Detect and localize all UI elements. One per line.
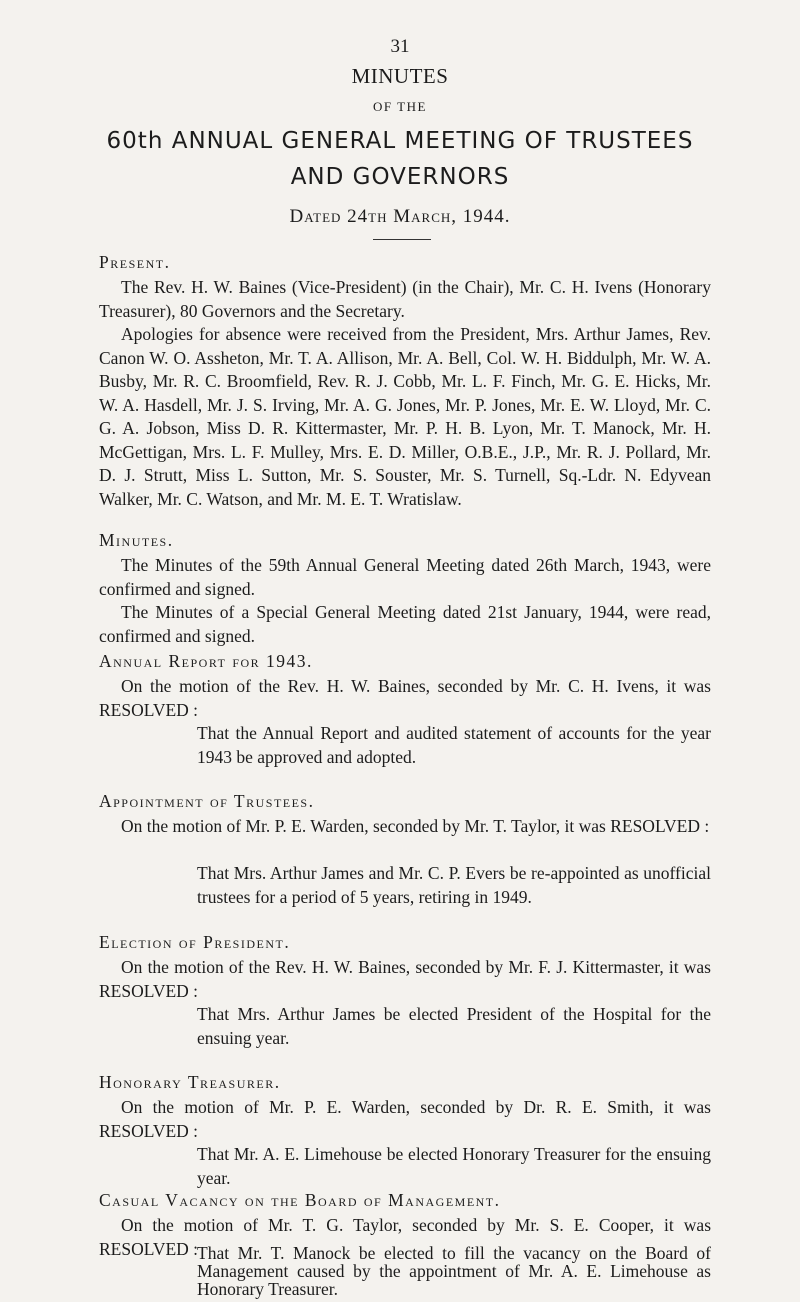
president-resolution: That Mrs. Arthur James be elected President of the Hospital for the ensuing year.: [197, 1004, 711, 1048]
president-motion: [99, 956, 711, 1003]
treasurer-motion: [99, 1096, 711, 1143]
minutes-section: [99, 554, 711, 648]
present-section: [99, 276, 711, 511]
meeting-title-line1: 60th ANNUAL GENERAL MEETING OF TRUSTEES: [106, 128, 694, 154]
vacancy-motion-text: On the motion of Mr. T. G. Taylor, seconded by Mr. S. E. Cooper, it was RESOLVED :: [99, 1215, 711, 1259]
trustees-resolution: That Mrs. Arthur James and Mr. C. P. Evers be re-appointed as unofficial trustees for a period of 5 years, retiring in 1949.: [197, 863, 711, 907]
divider-rule: [373, 239, 431, 240]
trustees-motion-text: On the motion of Mr. P. E. Warden, seconded by Mr. T. Taylor, it was RESOLVED :: [121, 816, 710, 836]
minutes-paragraph-2: The Minutes of a Special General Meeting dated 21st January, 1944, were read, confirmed and signed.: [99, 602, 711, 646]
apologies-paragraph: Apologies for absence were received from the President, Mrs. Arthur James, Rev. Canon W. O. Assheton, Mr. T. A. Allison, Mr. A. Bell, Col. W. H. Biddulph, Mr. W. A. Busby, Mr. R. C. Broomfield, Rev. R. J. Cobb, Mr. L. F. Finch, Mr. G. E. Hicks, Mr. W. A. Hasdell, Mr. J. S. Irving, Mr. A. G. Jones, Mr. P. Jones, Mr. E. W. Lloyd, Mr. C. G. A. Jobson, Miss D. R. Kittermaster, Mr. P. H. B. Lyon, Mr. T. Manock, Mr. H. McGettigan, Mrs. L. F. Mulley, Mrs. E. D. Miller, O.B.E., J.P., Mr. R. J. Pollard, Mr. D. J. Strutt, Miss L. Sutton, Mr. S. Souster, Mr. S. Turnell, Sq.-Ldr. N. Edyvean Walker, Mr. C. Watson, and Mr. M. E. T. Wratislaw.: [99, 324, 711, 509]
annual-report-resolution: That the Annual Report and audited statement of accounts for the year 1943 be approved and adopted.: [197, 723, 711, 767]
meeting-date: Dated 24th March, 1944.: [289, 206, 511, 227]
meeting-title-line2: AND GOVERNORS: [290, 164, 510, 190]
vacancy-heading: Casual Vacancy on the Board of Management.: [99, 1190, 501, 1210]
vacancy-resolution: That Mr. T. Manock be elected to fill the vacancy on the Board of Management caused by the appointment of Mr. A. E. Limehouse as Honorary Treasurer.: [197, 1243, 711, 1299]
document-title: MINUTES: [351, 64, 449, 88]
annual-report-motion: [99, 675, 711, 722]
annual-report-motion-text: On the motion of the Rev. H. W. Baines, seconded by Mr. C. H. Ivens, it was RESOLVED :: [99, 676, 711, 720]
of-the-label: OF THE: [373, 99, 427, 114]
trustees-motion: [99, 815, 711, 839]
trustees-heading: Appointment of Trustees.: [99, 791, 315, 811]
president-heading: Election of President.: [99, 932, 291, 952]
treasurer-resolution: That Mr. A. E. Limehouse be elected Honorary Treasurer for the ensuing year.: [197, 1144, 711, 1188]
page-number: 31: [390, 36, 410, 57]
annual-report-heading: Annual Report for 1943.: [99, 651, 313, 671]
treasurer-motion-text: On the motion of Mr. P. E. Warden, seconded by Dr. R. E. Smith, it was RESOLVED :: [99, 1097, 711, 1141]
present-heading: Present.: [99, 252, 171, 272]
treasurer-heading: Honorary Treasurer.: [99, 1072, 281, 1092]
minutes-paragraph-1: The Minutes of the 59th Annual General Meeting dated 26th March, 1943, were confirmed and signed.: [99, 555, 711, 599]
president-motion-text: On the motion of the Rev. H. W. Baines, seconded by Mr. F. J. Kittermaster, it was RESOLVED :: [99, 957, 711, 1001]
present-attendees: The Rev. H. W. Baines (Vice-President) (in the Chair), Mr. C. H. Ivens (Honorary Treasurer), 80 Governors and the Secretary.: [99, 277, 711, 321]
minutes-heading: Minutes.: [99, 530, 174, 550]
